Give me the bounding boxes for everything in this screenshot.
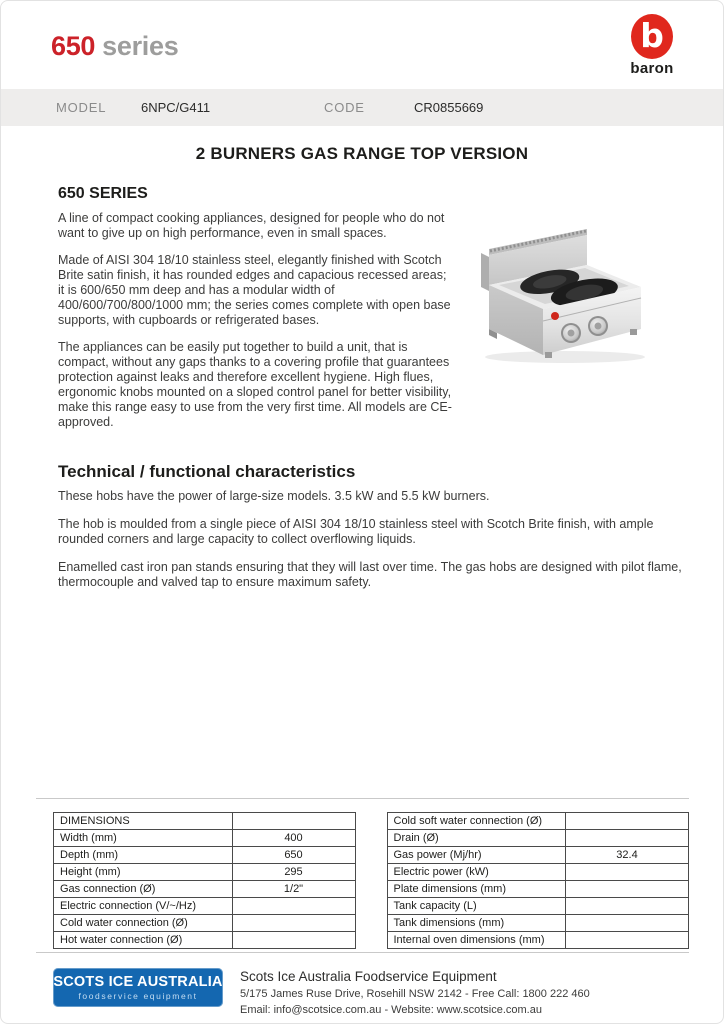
technical-paragraph: The hob is moulded from a single piece of AISI 304 18/10 stainless steel with Scotch Brite finish, with ample rounded corners and large capacity to collect overflowing liquids. [58,516,654,546]
spec-label: Cold soft water connection (Ø) [387,813,566,830]
spec-row [387,881,689,898]
spec-row [387,830,689,847]
footer-address: 5/175 James Ruse Drive, Rosehill NSW 2142 - Free Call: 1800 222 460 [240,988,590,1000]
series-section-heading: 650 SERIES [58,185,148,202]
spec-value: 650 [232,847,355,864]
spec-label: Height (mm) [54,864,233,881]
spec-label: Electric power (kW) [387,864,566,881]
product-shadow [485,351,645,363]
series-paragraph: Made of AISI 304 18/10 stainless steel, elegantly finished with Scotch Brite satin finish, it has rounded edges and capacious recessed areas; it is 600/650 mm deep and has a modular width of 400/600/700/800/1000 mm; the series comes complete with open base supports, with cupboards or refrigerated bases. [58,253,451,327]
spec-table-right [387,812,690,949]
technical-section-heading: Technical / functional characteristics [58,462,356,481]
spec-row [387,898,689,915]
spec-row [54,915,356,932]
foot [545,352,552,358]
spec-label: Width (mm) [54,830,233,847]
spec-value [232,932,355,949]
spec-value [566,932,689,949]
spec-label: Gas connection (Ø) [54,881,233,898]
spec-row [54,813,356,830]
scots-ice-logo-title: SCOTS ICE AUSTRALIA [53,974,223,990]
spec-label: Tank dimensions (mm) [387,915,566,932]
spec-row [54,847,356,864]
series-paragraph: A line of compact cooking appliances, designed for people who do not want to give up on high performance, even in small spaces. [58,211,445,240]
model-code-bar [1,89,723,126]
spec-row [387,932,689,949]
spec-row [54,898,356,915]
series-paragraph: The appliances can be easily put together to build a unit, that is compact, without any gaps thanks to a covering profile that guarantees protection against leaks and therefore excellent hygiene. High flues, ergonomic knobs mounted on a sloped control panel for better visibility, make this range easy to use from the very first time. All models are CE-approved. [58,340,452,429]
spec-table-left [53,812,356,949]
model-value: 6NPC/G411 [141,100,211,115]
spec-label: Cold water connection (Ø) [54,915,233,932]
spec-value [566,830,689,847]
left-knob-center [568,330,575,337]
spec-row [387,864,689,881]
spec-value: 400 [232,830,355,847]
spec-row [54,881,356,898]
divider-line [36,798,689,799]
spec-label: Drain (Ø) [387,830,566,847]
scots-ice-logo [53,968,223,1007]
spec-value [566,898,689,915]
spec-value [566,881,689,898]
spec-value [232,898,355,915]
series-word: series [102,31,179,61]
spec-label: Plate dimensions (mm) [387,881,566,898]
spec-row [54,830,356,847]
spec-label: DIMENSIONS [54,813,233,830]
right-knob-center [595,323,602,330]
series-section [1,185,723,430]
spec-row [387,915,689,932]
scots-ice-logo-subtitle: foodservice equipment [78,990,198,1001]
spec-value: 295 [232,864,355,881]
footer-contact-block [240,968,590,1020]
series-number: 650 [51,31,96,61]
foot [630,329,637,335]
spec-tables [53,812,689,949]
divider-line [36,952,689,953]
baron-brand-name: baron [630,60,674,77]
spec-value [232,915,355,932]
spec-label: Internal oven dimensions (mm) [387,932,566,949]
code-label: CODE [324,100,365,115]
spec-value [232,813,355,830]
spec-value [566,915,689,932]
spec-row [54,864,356,881]
spec-row [387,847,689,864]
spec-value: 1/2" [232,881,355,898]
product-photo [465,217,661,367]
spec-value: 32.4 [566,847,689,864]
spec-row [387,813,689,830]
spec-value [566,864,689,881]
spec-label: Hot water connection (Ø) [54,932,233,949]
spec-value [566,813,689,830]
code-value: CR0855669 [414,100,484,115]
spec-label: Electric connection (V/~/Hz) [54,898,233,915]
series-title [51,31,178,62]
model-label: MODEL [56,100,107,115]
page-footer [53,968,723,1020]
baron-logo-icon: b [631,14,673,59]
backsplash-edge [481,253,489,291]
series-description [58,211,456,430]
spec-label: Depth (mm) [54,847,233,864]
technical-section [58,462,699,591]
page-header [1,1,723,89]
technical-paragraph: Enamelled cast iron pan stands ensuring that they will last over time. The gas hobs are designed with pilot flame, thermocouple and valved tap to ensure maximum safety. [58,559,682,589]
spec-row [54,932,356,949]
page-title: 2 BURNERS GAS RANGE TOP VERSION [195,144,529,163]
footer-company-name: Scots Ice Australia Foodservice Equipment [240,969,497,984]
technical-paragraph: These hobs have the power of large-size models. 3.5 kW and 5.5 kW burners. [58,489,490,503]
bottom-block [1,798,723,1020]
technical-description [58,489,699,591]
baron-badge-icon [551,312,559,320]
spec-label: Gas power (Mj/hr) [387,847,566,864]
footer-contact: Email: info@scotsice.com.au - Website: www.scotsice.com.au [240,1004,542,1016]
baron-brand-logo [621,14,683,77]
spec-label: Tank capacity (L) [387,898,566,915]
